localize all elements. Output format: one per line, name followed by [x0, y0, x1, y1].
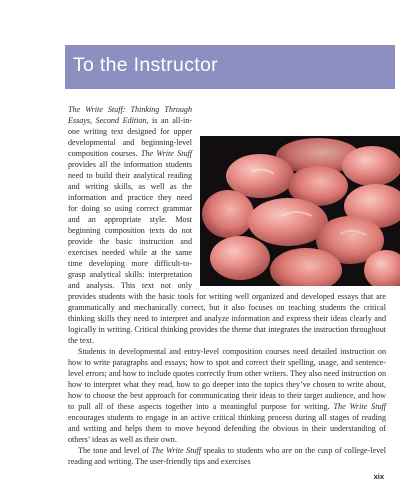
paragraph-2 — [68, 346, 386, 445]
text-span: provides all the information students need to build their analytical reading and writing skills, as well as the information and practice they need for doing so using correct grammar and an appropriate style. Most beginning composition texts do not provide the basic instruction and exercises needed while at the same time developing more difficult-to-grasp analytical skills: interpretation and analysis. This text not only provides students with the basic tools for writing well organized and developed essays that are grammatically and mechanically correct, but it also focuses on teaching students the critical thinking skills they need to interpret and analyze information and express their ideas clearly and logically in writing. Critical thinking provides the theme that integrates the instruction throughout the text. — [68, 160, 386, 345]
text-span: , is an all-in-one writing text designed for upper developmental and beginning-level composition courses. — [68, 116, 192, 158]
paragraph-3 — [68, 445, 386, 467]
book-title: The Write Stuff — [140, 149, 192, 158]
text-span: , — [90, 116, 96, 125]
book-title: The Write Stuff: Thinking Through Essays — [68, 105, 192, 125]
text-span: The tone and level of — [78, 446, 152, 455]
body-text — [68, 104, 386, 467]
text-span: speaks to students who are on the cusp of college-level reading and writing. The user-friendly tips and exercises — [68, 446, 387, 466]
chapter-title-band — [65, 45, 395, 89]
flamingo-illustration — [200, 136, 400, 286]
page-number: xix — [373, 472, 384, 481]
edition: Second Edition — [95, 116, 147, 125]
text-span: Students in developmental and entry-level composition courses need detailed instruction on how to write paragraphs and essays; how to spot and correct their spelling, usage, and sentence-level errors; and how to include quotes correctly from other writers. They also need instruction on how to interpret what they read, how to go deeper into the topics they’ve chosen to write about, how to choose the best approach for communicating their ideas to their target audience, and how to pull all of these aspects together into a meaningful purpose for writing. — [68, 347, 386, 411]
page-title: To the Instructor — [73, 54, 218, 76]
flamingo-photo — [200, 136, 400, 286]
book-title: The Write Stuff — [333, 402, 386, 411]
text-span: encourages students to engage in an active critical thinking process during all stages of reading and writing and helps them to move beyond defending the obvious in their understanding of others’ ideas as well as their own. — [68, 413, 386, 444]
book-title: The Write Stuff — [151, 446, 201, 455]
